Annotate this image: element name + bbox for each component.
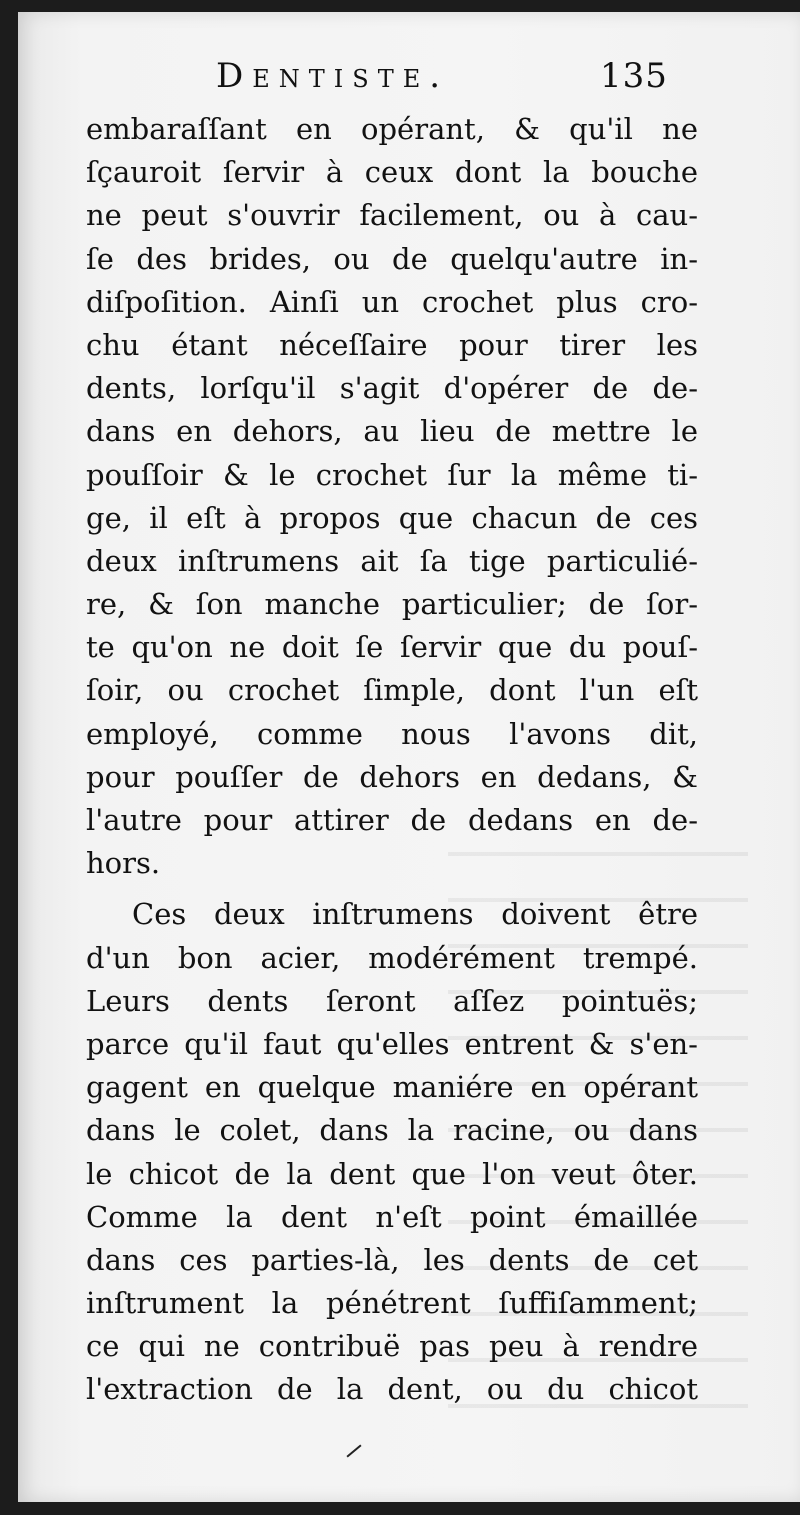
text-line: pouſſoir & le crochet ſur la même ti-: [86, 457, 698, 492]
text-line: employé, comme nous l'avons dit,: [86, 716, 698, 751]
text-line: embaraſſant en opérant, & qu'il ne: [86, 112, 698, 146]
text-line: ce qui ne contribuë pas peu à rendre: [86, 1329, 698, 1364]
text-line: Ces deux inſtrumens doivent être: [132, 897, 698, 932]
text-line: d'un bon acier, modérément trempé.: [86, 940, 698, 975]
text-line: l'autre pour attirer de dedans en de-: [86, 803, 698, 837]
text-line: Leurs dents ſeront aſſez pointuës;: [86, 983, 698, 1018]
text-line: ſçauroit ſervir à ceux dont la bouche: [86, 155, 698, 190]
body-text: [86, 108, 698, 1412]
paragraph-1: [86, 108, 698, 885]
text-line: l'extraction de la dent, ou du chicot: [86, 1372, 698, 1407]
text-line: deux inſtrumens ait ſa tige particulié-: [86, 543, 698, 578]
book-page: [18, 12, 800, 1502]
text-line: dans le colet, dans la racine, ou dans: [86, 1113, 698, 1148]
text-line: diſpoſition. Ainſi un crochet plus cro-: [86, 284, 698, 319]
text-line: chu étant néceſſaire pour tirer les: [86, 327, 698, 362]
text-line: Comme la dent n'eſt point émaillée: [86, 1199, 698, 1234]
text-line: ſe des brides, ou de quelqu'autre in-: [86, 241, 698, 276]
text-line: ge, il eſt à propos que chacun de ces: [86, 500, 698, 535]
text-line: hors.: [86, 846, 161, 881]
text-line: dans en dehors, au lieu de mettre le: [86, 414, 698, 449]
page-header: [18, 56, 800, 106]
text-line: gagent en quelque maniére en opérant: [86, 1070, 698, 1105]
paragraph-2: [86, 893, 698, 1411]
text-line: re, & ſon manche particulier; de ſor-: [86, 587, 698, 622]
page-number: 135: [600, 56, 668, 96]
text-line: parce qu'il faut qu'elles entrent & s'en-: [86, 1026, 698, 1061]
text-line: pour pouſſer de dehors en dedans, &: [86, 759, 698, 794]
text-line: ſoir, ou crochet ſimple, dont l'un eſt: [86, 673, 698, 708]
text-line: inſtrument la pénétrent ſuffiſamment;: [86, 1286, 698, 1321]
text-line: dans ces parties-là, les dents de cet: [86, 1242, 698, 1277]
text-line: ne peut s'ouvrir facilement, ou à cau-: [86, 198, 698, 233]
text-line: te qu'on ne doit ſe ſervir que du pouſ-: [86, 630, 698, 665]
text-line: le chicot de la dent que l'on veut ôter.: [86, 1156, 698, 1191]
running-title: Dentiste.: [216, 56, 450, 96]
ink-mark: [346, 1444, 361, 1457]
paragraph-gap: [86, 885, 698, 893]
text-line: dents, lorſqu'il s'agit d'opérer de de-: [86, 371, 698, 406]
